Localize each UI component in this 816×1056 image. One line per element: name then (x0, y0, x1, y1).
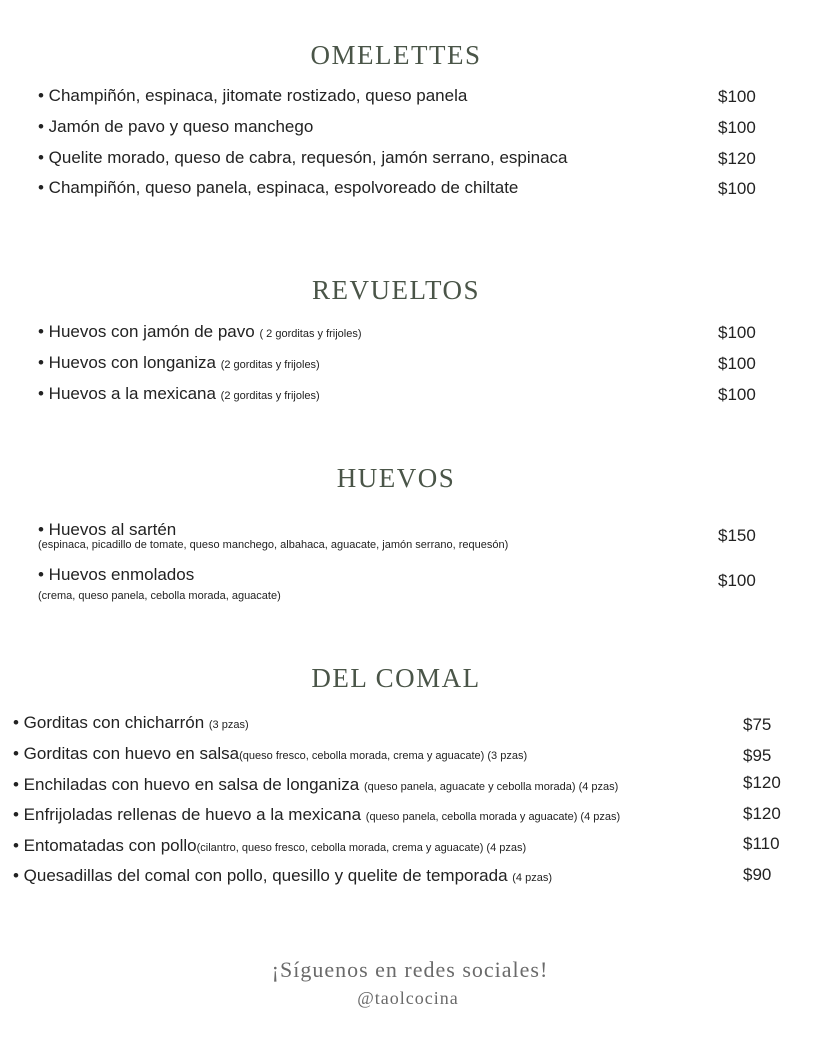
item-price: $120 (718, 149, 756, 168)
item-name: • Huevos enmolados (38, 565, 195, 584)
item-name: • Champiñón, espinaca, jitomate rostizado, queso panela (38, 86, 468, 105)
item-name: • Gorditas con chicharrón (13, 713, 205, 732)
item-name: • Huevos con jamón de pavo (38, 322, 255, 341)
menu-item (38, 520, 176, 540)
item-note: (4 pzas) (512, 872, 553, 884)
item-name: • Gorditas con huevo en salsa (13, 744, 240, 763)
section-title-del-comal: DEL COMAL (311, 663, 481, 693)
menu-item (13, 836, 526, 856)
item-price: $150 (718, 526, 756, 545)
item-price: $120 (743, 804, 781, 823)
item-price: $90 (743, 865, 772, 884)
item-price: $100 (718, 87, 756, 106)
section-title-omelettes: OMELETTES (310, 40, 482, 70)
item-price: $100 (718, 118, 756, 137)
item-name: • Quesadillas del comal con pollo, quesillo y quelite de temporada (13, 866, 508, 885)
menu-item (38, 353, 320, 373)
menu-item (38, 384, 320, 404)
item-note: ( 2 gorditas y frijoles) (259, 328, 362, 340)
section-title-revueltos: REVUELTOS (311, 275, 481, 305)
item-note: (2 gorditas y frijoles) (220, 359, 320, 371)
section-title-huevos: HUEVOS (336, 463, 456, 493)
item-price: $120 (743, 773, 781, 792)
item-price: $75 (743, 715, 772, 734)
menu-item (38, 86, 467, 106)
item-price: $110 (743, 834, 780, 853)
item-name: • Enchiladas con huevo en salsa de longaniza (13, 775, 360, 794)
item-note: (queso fresco, cebolla morada, crema y aguacate) (3 pzas) (239, 750, 528, 762)
item-name: • Huevos al sartén (38, 520, 177, 539)
item-note: (cilantro, queso fresco, cebolla morada, crema y aguacate) (4 pzas) (196, 842, 527, 854)
item-price: $100 (718, 571, 756, 590)
item-note: (queso panela, cebolla morada y aguacate) (4 pzas) (365, 811, 621, 823)
item-name: • Jamón de pavo y queso manchego (38, 117, 314, 136)
menu-item (13, 866, 552, 886)
item-note: (queso panela, aguacate y cebolla morada) (4 pzas) (363, 781, 619, 793)
menu-item (38, 117, 313, 137)
item-name: • Entomatadas con pollo (13, 836, 197, 855)
item-name: • Huevos con longaniza (38, 353, 216, 372)
item-name: • Quelite morado, queso de cabra, requesón, jamón serrano, espinaca (38, 148, 568, 167)
item-description: (espinaca, picadillo de tomate, queso manchego, albahaca, aguacate, jamón serrano, requesón) (38, 539, 509, 551)
menu-item (38, 322, 362, 342)
menu-item (13, 775, 618, 795)
social-callout: ¡Síguenos en redes sociales! (271, 957, 549, 982)
menu-item (38, 178, 518, 198)
item-name: • Enfrijoladas rellenas de huevo a la mexicana (13, 805, 362, 824)
item-note: (2 gorditas y frijoles) (220, 390, 320, 402)
social-handle: @taolcocina (357, 988, 459, 1008)
menu-item (13, 713, 249, 733)
item-price: $100 (718, 354, 756, 373)
menu-item (38, 565, 194, 585)
item-name: • Champiñón, queso panela, espinaca, espolvoreado de chiltate (38, 178, 519, 197)
item-price: $100 (718, 323, 756, 342)
item-price: $100 (718, 179, 756, 198)
menu-item (13, 744, 527, 764)
menu-item (13, 805, 620, 825)
item-price: $100 (718, 385, 756, 404)
item-price: $95 (743, 746, 772, 765)
item-description: (crema, queso panela, cebolla morada, aguacate) (38, 590, 281, 602)
item-name: • Huevos a la mexicana (38, 384, 216, 403)
menu-item (38, 148, 568, 168)
item-note: (3 pzas) (208, 719, 249, 731)
